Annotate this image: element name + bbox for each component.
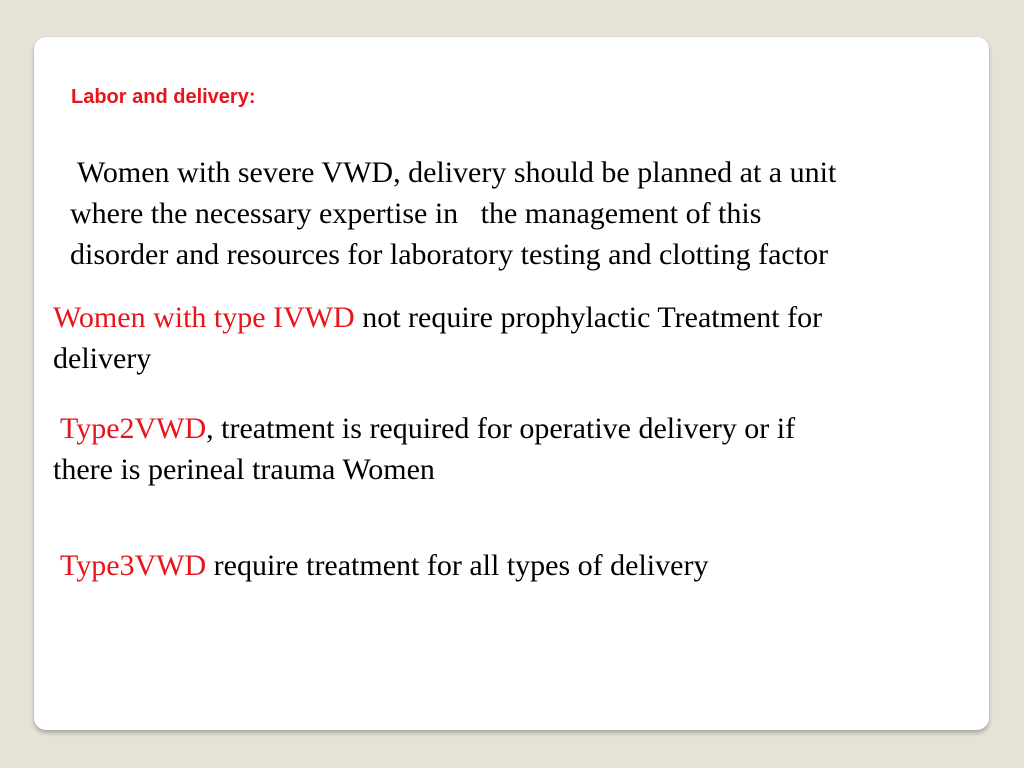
paragraph-line (53, 408, 795, 449)
body-text: require treatment for all types of delivery (206, 549, 709, 582)
paragraph-line (53, 297, 822, 338)
paragraph-line: delivery (53, 342, 152, 375)
highlight-text: Women with type IVWD (53, 301, 355, 334)
body-text: not require prophylactic Treatment for (354, 301, 823, 334)
slide-heading: Labor and delivery: (71, 86, 256, 108)
paragraph-type2-vwd (53, 408, 795, 490)
slide-card (34, 37, 989, 730)
paragraph-line (53, 545, 708, 586)
paragraph-severe-vwd (70, 152, 836, 275)
paragraph-type1-vwd (53, 297, 822, 379)
paragraph-line: where the necessary expertise in the management of this (70, 197, 762, 230)
highlight-text: Type3VWD (53, 549, 207, 582)
paragraph-line: Women with severe VWD, delivery should be planned at a unit (70, 156, 837, 189)
paragraph-line: disorder and resources for laboratory testing and clotting factor (70, 238, 829, 271)
paragraph-type3-vwd (53, 545, 708, 586)
paragraph-line: there is perineal trauma Women (53, 453, 435, 486)
body-text: , treatment is required for operative delivery or if (206, 412, 796, 445)
highlight-text: Type2VWD (53, 412, 207, 445)
